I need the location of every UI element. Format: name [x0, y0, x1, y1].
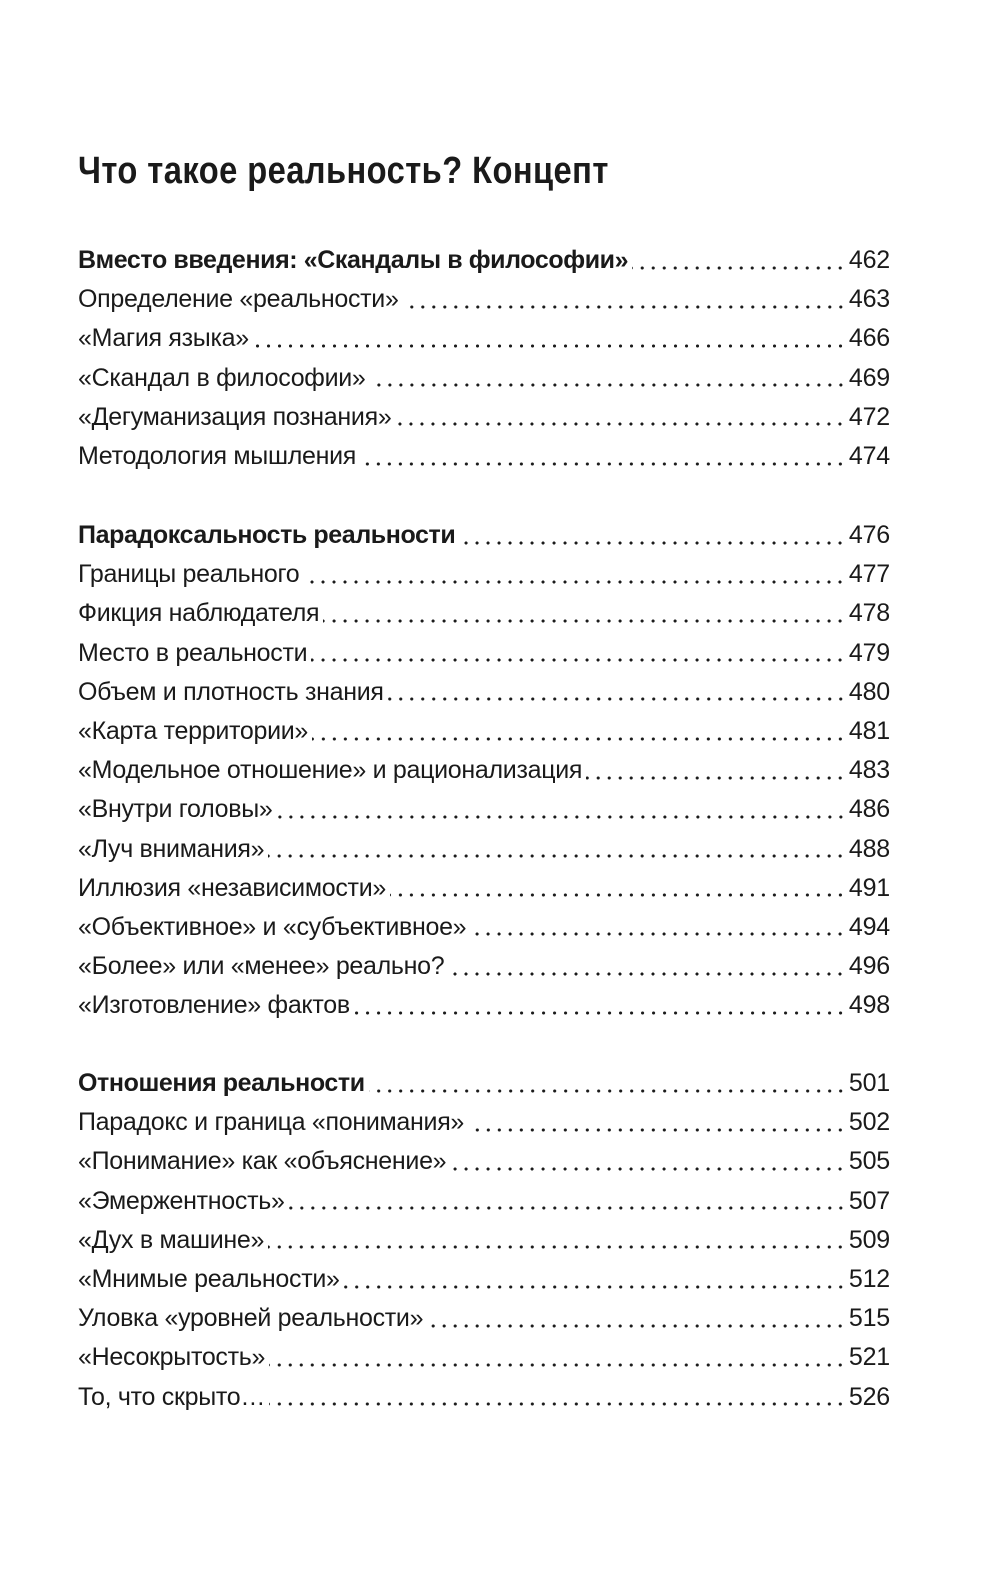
- entry-label: «Мнимые реальности»: [78, 1264, 340, 1293]
- entry-label: Отношения реальности: [78, 1069, 365, 1097]
- entry-label: Фикция наблюдателя: [78, 599, 320, 628]
- dot-leader: [470, 932, 846, 936]
- entry-label: «Модельное отношение» и рационализация: [78, 756, 583, 785]
- toc-section: [78, 1064, 890, 1417]
- entry-label: Парадокс и граница «понимания»: [78, 1108, 465, 1137]
- entry-label: «Карта территории»: [78, 716, 309, 745]
- toc-entry[interactable]: [78, 869, 890, 908]
- toc-entry[interactable]: [78, 1142, 890, 1181]
- entry-label: «Понимание» как «объяснение»: [78, 1147, 447, 1176]
- toc-section: [78, 516, 890, 1025]
- page-number: 501: [848, 1069, 890, 1097]
- page-number: 515: [848, 1304, 890, 1333]
- toc-title: Что такое реальность? Концепт: [78, 150, 609, 192]
- toc-entry[interactable]: [78, 359, 890, 398]
- page-number: 480: [848, 677, 890, 706]
- page-number: 479: [848, 638, 890, 667]
- page-number: 477: [848, 560, 890, 589]
- entry-label: «Магия языка»: [78, 324, 249, 353]
- entry-label: Объем и плотность знания: [78, 677, 384, 706]
- page-number: 463: [848, 285, 890, 314]
- dot-leader: [468, 1128, 846, 1132]
- dot-leader: [586, 776, 846, 780]
- toc-entry[interactable]: [78, 319, 890, 358]
- dot-leader: [370, 383, 846, 387]
- entry-label: Методология мышления: [78, 441, 356, 470]
- toc-entry[interactable]: [78, 634, 890, 673]
- page-number: 496: [848, 952, 890, 981]
- page-number: 521: [848, 1343, 890, 1372]
- entry-label: Уловка «уровней реальности»: [78, 1304, 424, 1333]
- dot-leader: [268, 1245, 846, 1249]
- entry-label: «Луч внимания»: [78, 834, 265, 863]
- entry-label: «Скандал в философии»: [78, 363, 366, 392]
- dot-leader: [388, 697, 846, 701]
- page-number: 509: [848, 1225, 890, 1254]
- toc-entry[interactable]: [78, 1103, 890, 1142]
- dot-leader: [403, 305, 846, 309]
- entry-label: Парадоксальность реальности: [78, 521, 456, 549]
- toc-section: [78, 241, 890, 476]
- entry-label: Иллюзия «независимости»: [78, 873, 386, 902]
- toc-entry[interactable]: [78, 947, 890, 986]
- toc-section-heading[interactable]: [78, 1064, 890, 1103]
- toc-entry[interactable]: [78, 751, 890, 790]
- page-number: 507: [848, 1186, 890, 1215]
- page-number: 466: [848, 324, 890, 353]
- dot-leader: [448, 972, 846, 976]
- entry-label: «Объективное» и «субъективное»: [78, 912, 467, 941]
- page-number: 481: [848, 716, 890, 745]
- toc-entry[interactable]: [78, 830, 890, 869]
- entry-label: «Внутри головы»: [78, 795, 273, 824]
- toc-entry[interactable]: [78, 437, 890, 476]
- entry-label: «Изготовление» фактов: [78, 991, 350, 1020]
- dot-leader: [450, 1167, 846, 1171]
- page-number: 474: [848, 441, 890, 470]
- dot-leader: [354, 1011, 846, 1015]
- page-number: 469: [848, 363, 890, 392]
- entry-label: Границы реального: [78, 560, 300, 589]
- toc-entry[interactable]: [78, 673, 890, 712]
- entry-label: «Эмержентность»: [78, 1186, 285, 1215]
- dot-leader: [289, 1206, 846, 1210]
- page-number: 483: [848, 756, 890, 785]
- toc-section-heading[interactable]: [78, 516, 890, 555]
- toc-section-heading[interactable]: [78, 241, 890, 280]
- dot-leader: [632, 266, 846, 270]
- entry-label: «Более» или «менее» реально?: [78, 952, 445, 981]
- page-number: 476: [848, 521, 890, 549]
- toc-entry[interactable]: [78, 1378, 890, 1417]
- dot-leader: [427, 1324, 846, 1328]
- dot-leader: [269, 1363, 846, 1367]
- entry-label: «Дегуманизация познания»: [78, 402, 392, 431]
- dot-leader: [268, 854, 846, 858]
- toc-entry[interactable]: [78, 398, 890, 437]
- toc-entry[interactable]: [78, 1221, 890, 1260]
- entry-label: «Дух в машине»: [78, 1225, 265, 1254]
- dot-leader: [269, 1402, 846, 1406]
- toc-entry[interactable]: [78, 594, 890, 633]
- page-number: 478: [848, 599, 890, 628]
- entry-label: Место в реальности: [78, 638, 308, 667]
- dot-leader: [253, 344, 846, 348]
- toc-entry[interactable]: [78, 1299, 890, 1338]
- dot-leader: [344, 1285, 846, 1289]
- entry-label: То, что скрыто…: [78, 1382, 266, 1411]
- toc-entry[interactable]: [78, 1182, 890, 1221]
- toc-entry[interactable]: [78, 908, 890, 947]
- toc-entry[interactable]: [78, 280, 890, 319]
- page-number: 498: [848, 991, 890, 1020]
- dot-leader: [360, 462, 846, 466]
- toc-entry[interactable]: [78, 1338, 890, 1377]
- dot-leader: [323, 619, 846, 623]
- entry-label: Определение «реальности»: [78, 285, 399, 314]
- dot-leader: [459, 541, 846, 545]
- entry-label: «Несокрытость»: [78, 1343, 266, 1372]
- page-number: 502: [848, 1108, 890, 1137]
- page-number: 505: [848, 1147, 890, 1176]
- page-number: 486: [848, 795, 890, 824]
- toc-entry[interactable]: [78, 555, 890, 594]
- page-number: 494: [848, 912, 890, 941]
- page-number: 488: [848, 834, 890, 863]
- page-number: 472: [848, 402, 890, 431]
- toc-entry[interactable]: [78, 712, 890, 751]
- page-number: 512: [848, 1264, 890, 1293]
- dot-leader: [303, 580, 846, 584]
- page-number: 462: [848, 246, 890, 274]
- toc-entry[interactable]: [78, 1260, 890, 1299]
- toc-entry[interactable]: [78, 986, 890, 1025]
- page-number: 526: [848, 1382, 890, 1411]
- dot-leader: [311, 658, 846, 662]
- entry-label: Вместо введения: «Скандалы в философии»: [78, 246, 629, 274]
- page-number: 491: [848, 873, 890, 902]
- dot-leader: [390, 893, 846, 897]
- dot-leader: [277, 815, 846, 819]
- toc-entry[interactable]: [78, 790, 890, 829]
- dot-leader: [369, 1089, 846, 1093]
- dot-leader: [395, 422, 845, 426]
- toc-page: [78, 0, 890, 1583]
- dot-leader: [312, 737, 846, 741]
